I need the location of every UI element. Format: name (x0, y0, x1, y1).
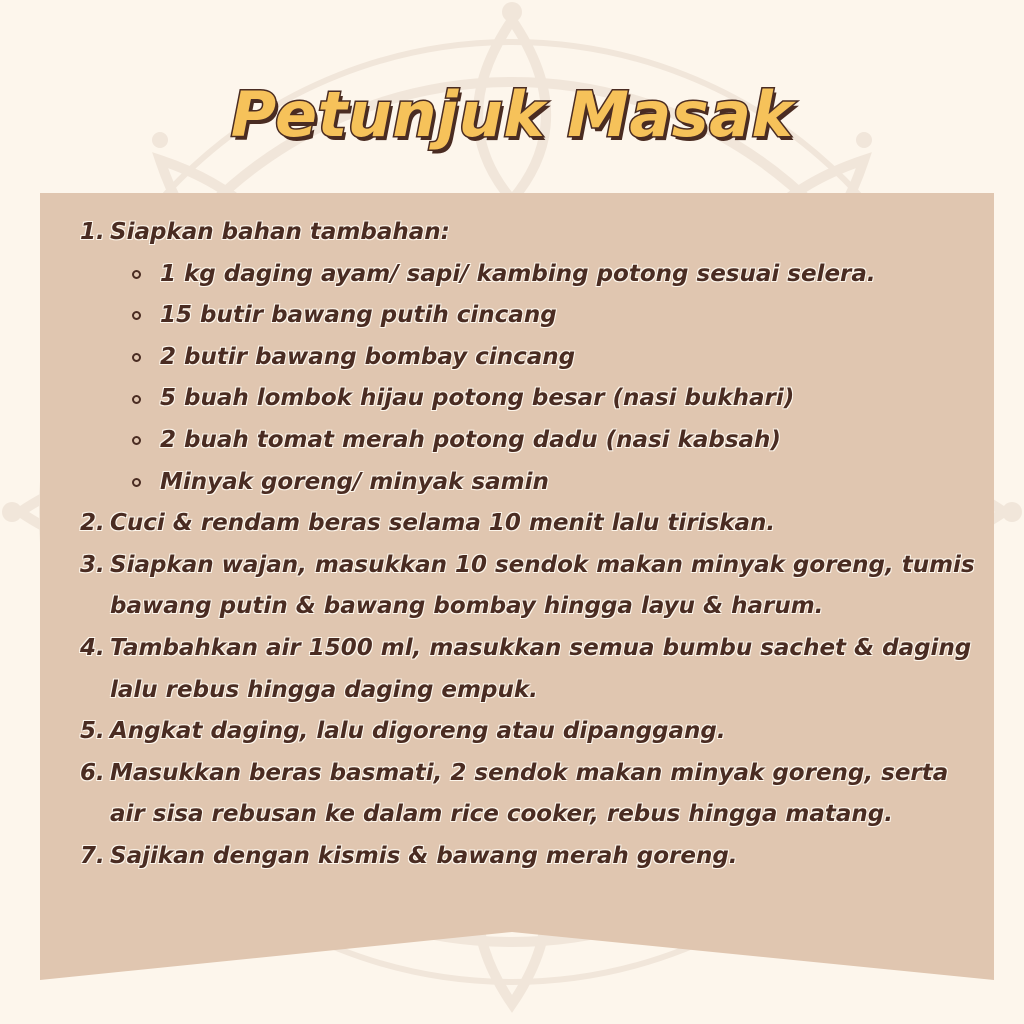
ingredient-text: 2 butir bawang bombay cincang (160, 343, 576, 370)
circle-bullet-icon (132, 337, 160, 379)
ingredient-item (80, 420, 990, 462)
step-2 (80, 503, 990, 545)
ingredient-item (80, 378, 990, 420)
step-7 (80, 836, 990, 878)
ingredient-text: 2 buah tomat merah potong dadu (nasi kabsah) (160, 426, 781, 453)
ingredient-text: 15 butir bawang putih cincang (160, 302, 557, 329)
circle-bullet-icon (132, 378, 160, 420)
step-number: 3. (80, 551, 105, 578)
page-title: Petunjuk Masak (230, 78, 794, 151)
step-text: Masukkan beras basmati, 2 sendok makan minyak goreng, serta air sisa rebusan ke dalam rice cooker, rebus hingga matang. (110, 759, 949, 828)
circle-bullet-icon (132, 295, 160, 337)
ingredient-text: Minyak goreng/ minyak samin (160, 468, 549, 495)
step-text: Tambahkan air 1500 ml, masukkan semua bumbu sachet & daging lalu rebus hingga daging empuk. (110, 634, 972, 703)
step-number: 6. (80, 759, 105, 786)
step-text: Siapkan wajan, masukkan 10 sendok makan minyak goreng, tumis bawang putin & bawang bombay hingga layu & harum. (110, 551, 975, 620)
step-5 (80, 711, 990, 753)
ingredient-item (80, 462, 990, 504)
ingredient-item (80, 295, 990, 337)
step-text: Cuci & rendam beras selama 10 menit lalu tiriskan. (110, 510, 776, 537)
circle-bullet-icon (132, 462, 160, 504)
ingredient-text: 5 buah lombok hijau potong besar (nasi bukhari) (160, 385, 795, 412)
ingredient-item (80, 337, 990, 379)
step-6 (80, 753, 990, 836)
step-text: Siapkan bahan tambahan: (110, 219, 450, 245)
step-number: 5. (80, 718, 105, 745)
ingredient-text: 1 kg daging ayam/ sapi/ kambing potong sesuai selera. (160, 260, 876, 287)
ingredient-item (80, 254, 990, 296)
step-number: 1. (80, 219, 105, 245)
step-number: 4. (80, 634, 105, 661)
circle-bullet-icon (132, 420, 160, 462)
circle-bullet-icon (132, 254, 160, 296)
instructions-list (80, 212, 990, 878)
step-1 (80, 212, 990, 254)
step-text: Angkat daging, lalu digoreng atau dipanggang. (110, 718, 726, 745)
step-number: 2. (80, 510, 105, 537)
step-3 (80, 545, 990, 628)
step-4 (80, 628, 990, 711)
step-number: 7. (80, 842, 105, 869)
step-text: Sajikan dengan kismis & bawang merah goreng. (110, 842, 738, 869)
